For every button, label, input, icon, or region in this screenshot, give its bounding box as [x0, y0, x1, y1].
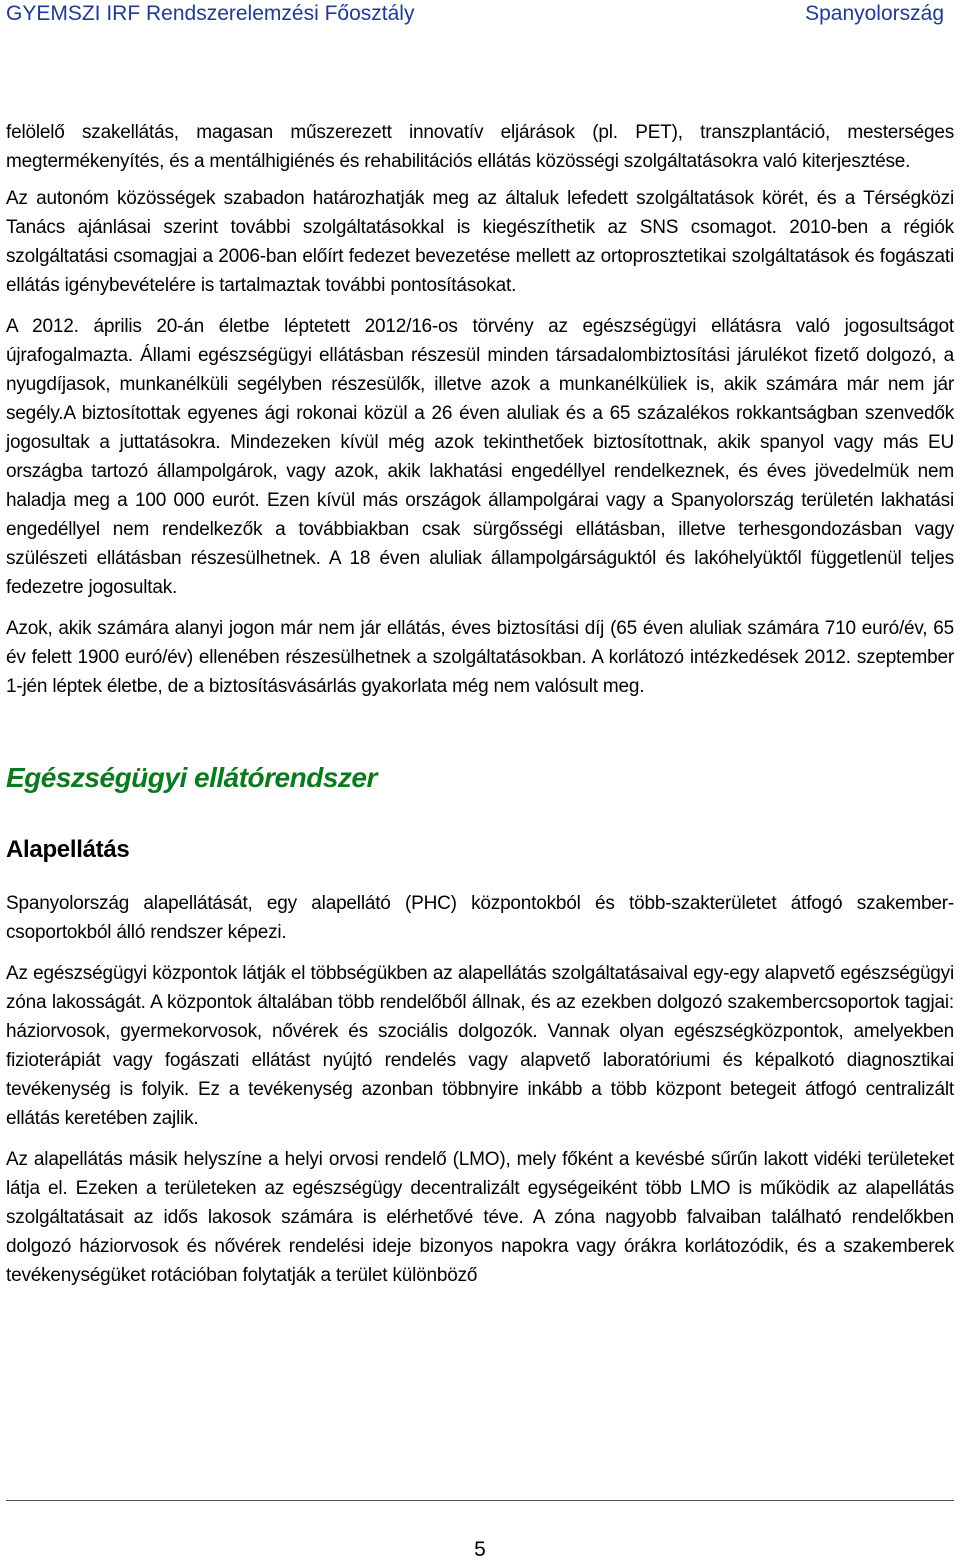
- header-country: Spanyolország: [805, 2, 944, 25]
- document-body: [6, 118, 954, 1302]
- paragraph: Spanyolország alapellátását, egy alapellátó (PHC) központokból és több-szakterületet átfogó szakember-csoportokból álló rendszer képezi.: [6, 893, 954, 943]
- paragraph: felölelő szakellátás, magasan műszerezett innovatív eljárások (pl. PET), transzplantáció, mesterséges megtermékenyítés, és a mentálhigiénés és rehabilitációs ellátás közösségi szolgáltatásokra való kiterjesztése.: [6, 122, 954, 172]
- paragraph: Az egészségügyi központok látják el többségükben az alapellátás szolgáltatásaival egy-egy alapvető egészségügyi zóna lakosságát. A központok általában több rendelőből állnak, és az ezekben dolgozó szakembercsoportok tagjai: háziorvosok, gyermekorvosok, nővérek és szociális dolgozók. Vannak olyan egészségközpontok, amelyekben fizioterápiát vagy fogászati ellátást nyújtó rendelés vagy alapvető laboratóriumi és képalkotó diagnosztikai tevékenység is folyik. Ez a tevékenység azonban többnyire inkább a több központ betegeit átfogó centralizált ellátás keretében zajlik.: [6, 963, 954, 1129]
- paragraph: Azok, akik számára alanyi jogon már nem jár ellátás, éves biztosítási díj (65 éven aluliak számára 710 euró/év, 65 év felett 1900 euró/év) ellenében részesülhetnek a szolgáltatásokban. A korlátozó intézkedések 2012. szeptember 1-jén léptek életbe, de a biztosításvásárlás gyakorlata még nem valósult meg.: [6, 618, 954, 697]
- paragraph: Az autonóm közösségek szabadon határozhatják meg az általuk lefedett szolgáltatások körét, és a Térségközi Tanács ajánlásai szerint további szolgáltatásokkal is kiegészíthetik az SNS csomagot. 2010-ben a régiók szolgáltatási csomagjai a 2006-ban előírt fedezet bevezetése mellett az ortoprosztetikai szolgáltatások és fogászati ellátás igénybevételére is tartalmaztak további pontosításokat.: [6, 188, 954, 296]
- page-number: 5: [474, 1538, 486, 1561]
- section-heading: Egészségügyi ellátórendszer: [6, 762, 377, 793]
- paragraph: Az alapellátás másik helyszíne a helyi orvosi rendelő (LMO), mely főként a kevésbé sűrűn lakott vidéki területeket látja el. Ezeken a területeken az egészségügy decentralizált egységeiként több LMO is működik az alapellátás szolgáltatásait az idős lakosok számára is elérhetővé téve. A zóna nagyobb falvaiban található rendelőkben dolgozó háziorvosok és nővérek rendelési ideje bizonyos napokra vagy órákra korlátozódik, és a szakemberek tevékenységüket rotációban folytatják a terület különböző: [6, 1149, 954, 1286]
- subsection-heading: Alapellátás: [6, 836, 130, 863]
- page-header: [6, 0, 944, 32]
- header-organization: GYEMSZI IRF Rendszerelemzési Főosztály: [6, 2, 415, 25]
- paragraph: A 2012. április 20-án életbe léptetett 2012/16-os törvény az egészségügyi ellátásra való jogosultságot újrafogalmazta. Állami egészségügyi ellátásban részesül minden társadalombiztosítási járulékot fizető dolgozó, a nyugdíjasok, munkanélküli segélyben részesülők, illetve azok a munkanélküliek is, akik számára már nem jár segély.A biztosítottak egyenes ági rokonai közül a 26 éven aluliak és a 65 százalékos rokkantságban szenvedők jogosultak a juttatásokra. Mindezeken kívül még azok tekinthetőek biztosítottnak, akik spanyol vagy más EU országba tartozó állampolgárok, vagy azok, akik lakhatási engedéllyel rendelkeznek, és éves jövedelmük nem haladja meg a 100 000 eurót. Ezen kívül más országok állampolgárai vagy a Spanyolország területén lakhatási engedéllyel nem rendelkezők a továbbiakban csak sürgősségi ellátásban, illetve terhesgondozásban vagy szülészeti ellátásban részesülhetnek. A 18 éven aluliak állampolgárságuktól és lakóhelyüktől függetlenül teljes fedezetre jogosultak.: [6, 316, 954, 598]
- footer-divider: [6, 1500, 954, 1501]
